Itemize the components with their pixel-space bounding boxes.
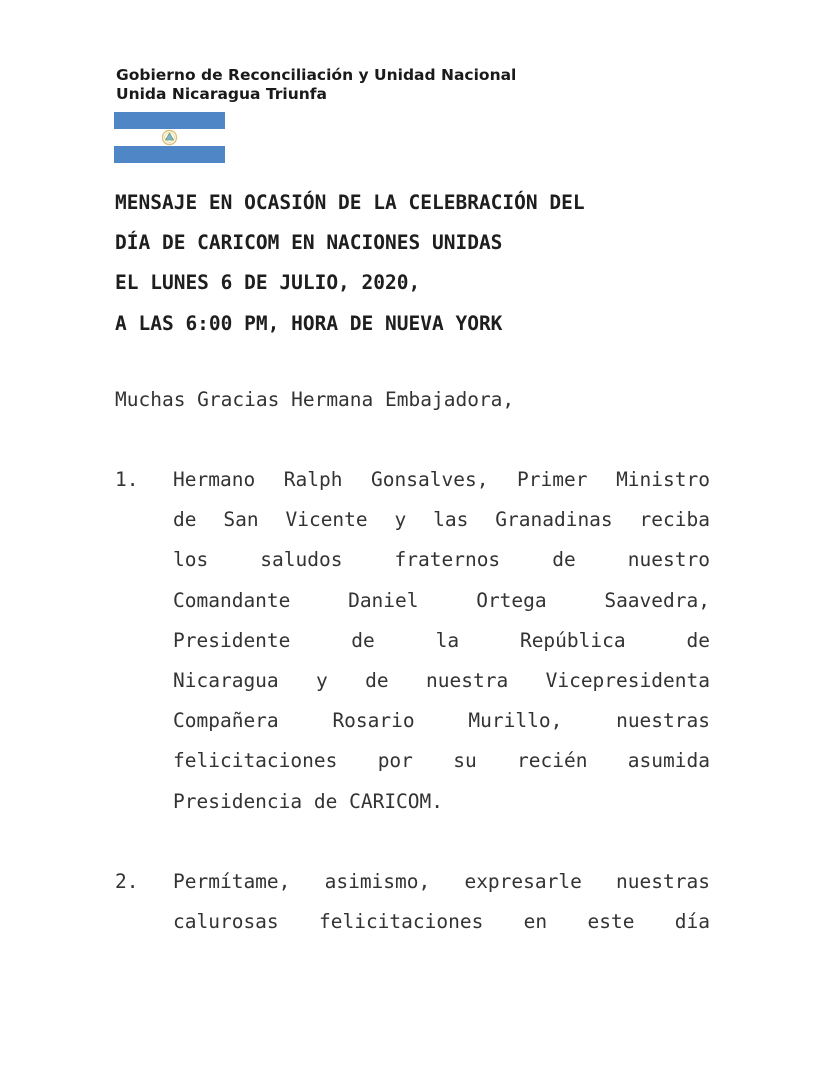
word: Murillo, xyxy=(468,709,563,733)
word: felicitaciones xyxy=(318,910,484,934)
word: las xyxy=(433,508,469,532)
letterhead xyxy=(116,66,516,104)
paragraph-number: 2. xyxy=(115,870,139,893)
word: de xyxy=(365,668,389,692)
letterhead-line-2: Unida Nicaragua Triunfa xyxy=(116,85,328,103)
word: su xyxy=(453,749,477,773)
word: Comandante xyxy=(173,588,291,612)
paragraph-text xyxy=(173,460,710,822)
word: de xyxy=(686,628,710,652)
word: Saavedra, xyxy=(604,588,710,612)
word: Nicaragua xyxy=(173,668,279,692)
word: reciba xyxy=(639,508,710,532)
word: nuestras xyxy=(616,709,710,733)
paragraph-line xyxy=(173,540,710,580)
word: este xyxy=(587,910,635,934)
paragraph-line xyxy=(173,661,710,701)
paragraph-line xyxy=(173,460,710,500)
word: y xyxy=(394,508,407,532)
word: Compañera xyxy=(173,709,279,733)
word: Ortega xyxy=(476,588,547,612)
word: San xyxy=(223,508,259,532)
word: nuestro xyxy=(627,548,710,572)
word: los xyxy=(173,548,209,572)
word: recién xyxy=(517,749,588,773)
nicaragua-flag-image xyxy=(114,112,225,163)
word: Ministro xyxy=(616,468,710,491)
flag-top-band xyxy=(114,112,225,129)
word: Ralph xyxy=(283,468,343,491)
word: calurosas xyxy=(173,910,279,934)
paragraph-number: 1. xyxy=(115,468,139,491)
paragraph-line xyxy=(173,500,710,540)
title-line: DÍA DE CARICOM EN NACIONES UNIDAS xyxy=(115,231,503,255)
word: día xyxy=(674,910,710,934)
paragraph-line xyxy=(173,862,710,902)
word: Presidente xyxy=(173,628,291,652)
word: de xyxy=(173,508,197,532)
title-line: EL LUNES 6 DE JULIO, 2020, xyxy=(115,271,421,295)
word: Vicepresidenta xyxy=(545,668,710,692)
salutation: Muchas Gracias Hermana Embajadora, xyxy=(115,388,515,411)
paragraph-line xyxy=(173,902,710,942)
word: Rosario xyxy=(332,709,415,733)
paragraph-line xyxy=(173,581,710,621)
title-line: MENSAJE EN OCASIÓN DE LA CELEBRACIÓN DEL xyxy=(115,191,585,214)
word: y xyxy=(316,668,328,692)
word: la xyxy=(435,628,460,652)
word: Granadinas xyxy=(495,508,613,532)
word: fraternos xyxy=(394,548,501,572)
word: felicitaciones xyxy=(173,749,338,773)
paragraph-line xyxy=(173,701,710,741)
word: Primer xyxy=(517,468,588,491)
paragraph-line xyxy=(173,741,710,781)
word: nuestra xyxy=(426,668,509,692)
coat-of-arms-icon xyxy=(161,129,178,146)
word: Daniel xyxy=(348,588,419,612)
word: nuestras xyxy=(616,870,710,893)
word: expresarle xyxy=(464,870,582,893)
word: de xyxy=(351,628,375,652)
word: por xyxy=(377,749,413,773)
word: de xyxy=(552,548,576,572)
flag-bottom-band xyxy=(114,146,225,163)
word: Vicente xyxy=(285,508,368,532)
paragraph-text xyxy=(173,862,710,942)
title-line: A LAS 6:00 PM, HORA DE NUEVA YORK xyxy=(115,311,503,335)
word: Gonsalves, xyxy=(371,468,489,491)
paragraph-line xyxy=(173,621,710,661)
word: Hermano xyxy=(173,468,256,491)
word: Permítame, xyxy=(173,870,291,893)
paragraph-line: Presidencia de CARICOM. xyxy=(173,789,444,813)
message-title xyxy=(115,183,585,344)
word: en xyxy=(523,910,548,934)
word: asumida xyxy=(627,749,710,773)
word: República xyxy=(519,628,626,652)
word: saludos xyxy=(260,548,343,572)
word: asimismo, xyxy=(324,870,431,893)
letterhead-line-1: Gobierno de Reconciliación y Unidad Nacional xyxy=(116,66,517,84)
